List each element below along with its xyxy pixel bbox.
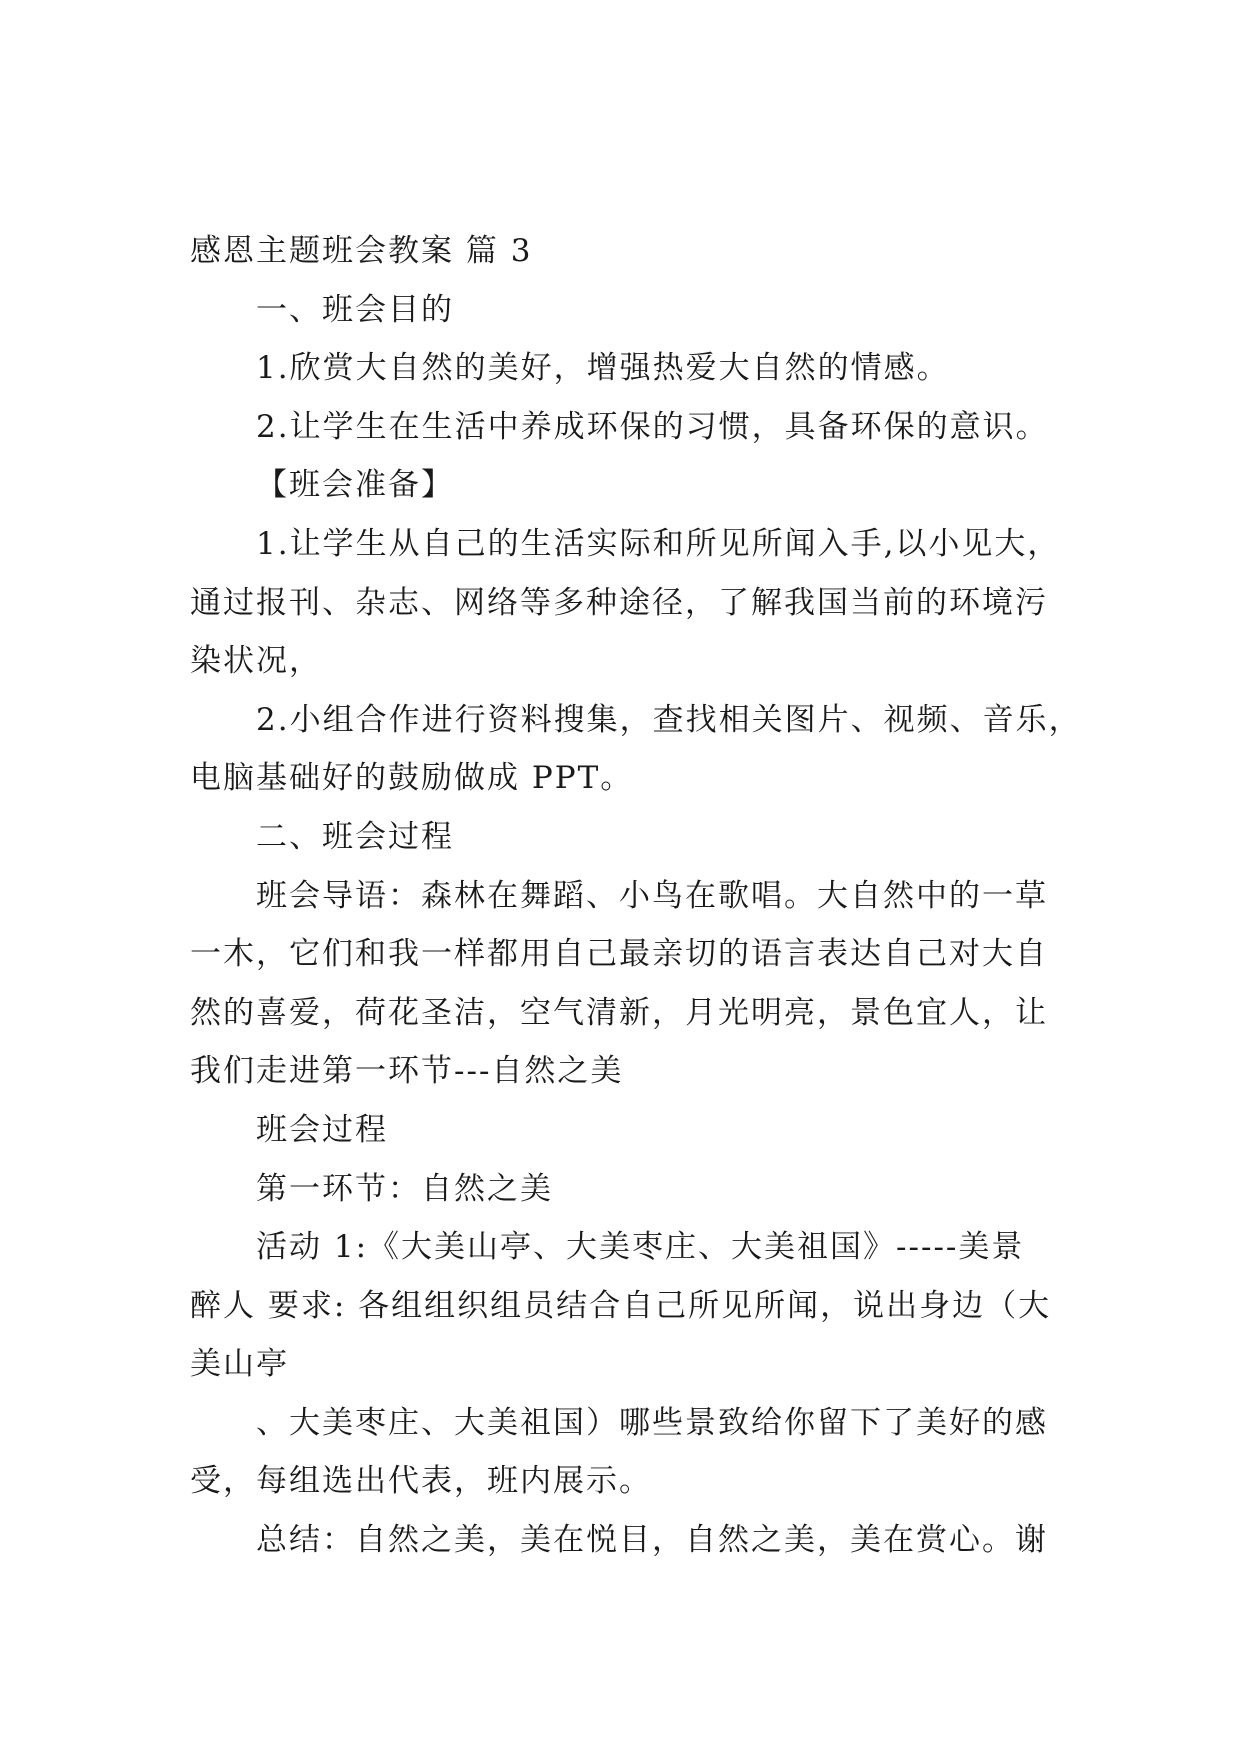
section-heading-preparation: 【班会准备】 — [256, 467, 454, 504]
text-line: 1.让学生从自己的生活实际和所见所闻入手,以小见大， — [256, 525, 1061, 562]
text-line: 班会导语：森林在舞蹈、小鸟在歌唱。大自然中的一草 — [256, 877, 1048, 914]
text-line: 总结：自然之美，美在悦目，自然之美，美在赏心。谢 — [256, 1522, 1048, 1559]
text-line: 电脑基础好的鼓励做成 PPT。 — [190, 760, 634, 797]
text-line: 活动 1:《大美山亭、大美枣庄、大美祖国》-----美景 — [256, 1229, 1025, 1266]
text-line: 通过报刊、杂志、网络等多种途径，了解我国当前的环境污 — [190, 584, 1048, 621]
document-title: 感恩主题班会教案 篇 3 — [190, 233, 533, 269]
text-line: 然的喜爱，荷花圣洁，空气清新，月光明亮，景色宜人，让 — [190, 994, 1048, 1031]
text-line: 班会过程 — [256, 1111, 388, 1148]
text-line: 、大美枣庄、大美祖国）哪些景致给你留下了美好的感 — [256, 1404, 1048, 1441]
text-line: 2.让学生在生活中养成环保的习惯，具备环保的意识。 — [256, 408, 1049, 445]
text-line: 受，每组选出代表，班内展示。 — [190, 1463, 652, 1500]
section-heading-purpose: 一、班会目的 — [256, 291, 454, 328]
text-line: 2.小组合作进行资料搜集，查找相关图片、视频、音乐， — [256, 701, 1082, 738]
text-line: 第一环节：自然之美 — [256, 1170, 553, 1207]
text-line: 一木，它们和我一样都用自己最亲切的语言表达自己对大自 — [190, 936, 1048, 973]
section-heading-process: 二、班会过程 — [256, 818, 454, 855]
text-line: 美山亭 — [190, 1346, 289, 1383]
text-line: 我们走进第一环节---自然之美 — [190, 1053, 624, 1090]
text-line: 1.欣赏大自然的美好，增强热爱大自然的情感。 — [256, 350, 950, 387]
text-line: 染状况， — [190, 643, 322, 680]
document-body — [190, 222, 1082, 1570]
text-line: 醉人 要求: 各组组织组员结合自己所见所闻，说出身边（大 — [190, 1287, 1052, 1324]
